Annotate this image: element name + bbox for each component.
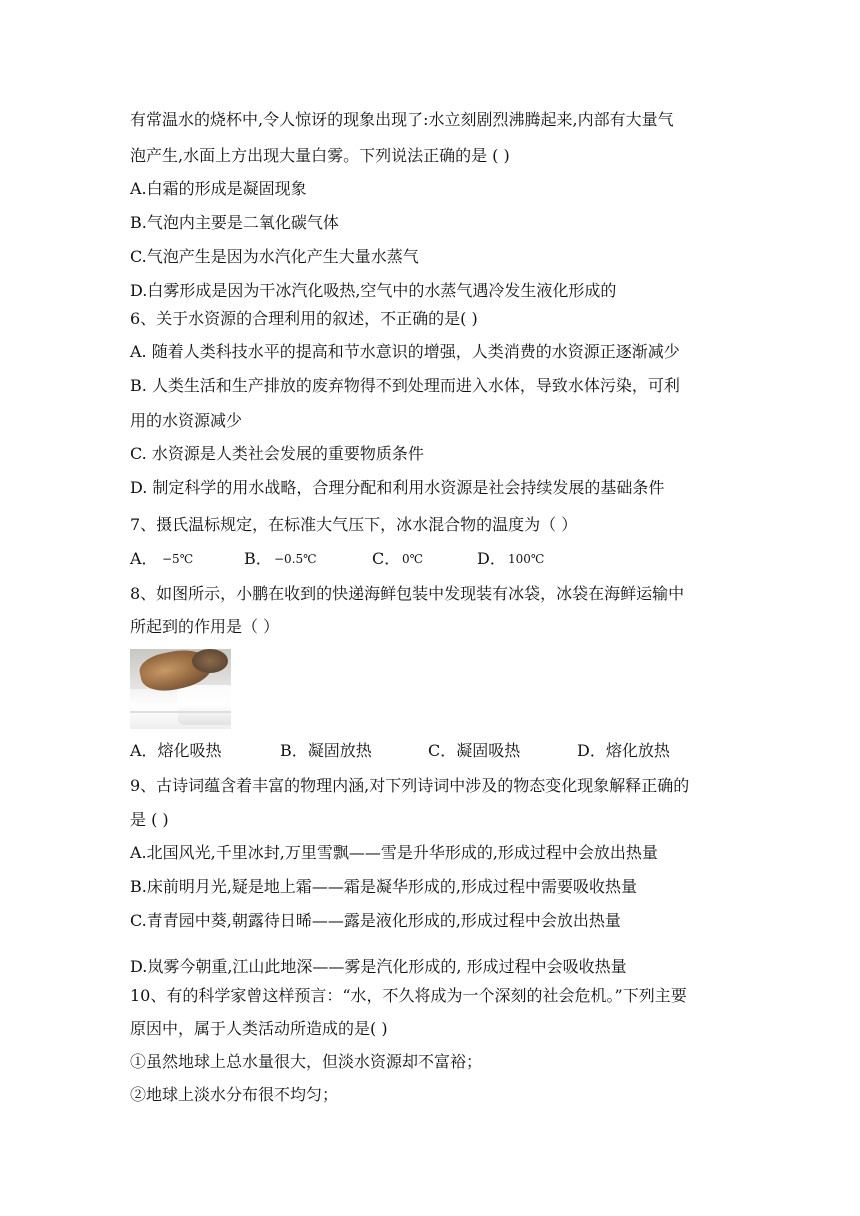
q6-option-d: D. 制定科学的用水战略，合理分配和利用水资源是社会持续发展的基础条件 (130, 478, 665, 497)
q5-stem-line-2: 泡产生,水面上方出现大量白雾。下列说法正确的是 ( ) (130, 146, 510, 165)
q9-option-b: B.床前明月光,疑是地上霜——霜是凝华形成的,形成过程中需要吸收热量 (130, 877, 638, 896)
q9-option-c: C.青青园中葵,朝露待日晞——露是液化形成的,形成过程中会放出热量 (130, 911, 621, 930)
ice-bag-shape-2 (178, 685, 231, 725)
q6-option-b-cont: 用的水资源减少 (130, 411, 243, 430)
q9-stem-line-2: 是 ( ) (130, 810, 169, 829)
q7-options (130, 549, 750, 569)
ice-bag-seam (130, 711, 231, 713)
q5-option-b: B.气泡内主要是二氧化碳气体 (130, 213, 339, 232)
q9-option-d: D.岚雾今朝重,江山此地深——雾是汽化形成的, 形成过程中会吸收热量 (130, 957, 627, 976)
seafood-ice-bag-photo (130, 649, 231, 729)
q6-option-b: B. 人类生活和生产排放的废弃物得不到处理而进入水体，导致水体污染，可利 (130, 376, 680, 395)
q8-option-c: C．凝固吸热 (428, 741, 521, 760)
q7-option-b-value: −0.5℃ (274, 552, 317, 566)
q7-stem: 7、摄氏温标规定，在标准大气压下，冰水混合物的温度为（ ） (130, 515, 578, 534)
q8-option-d: D．熔化放热 (577, 741, 670, 760)
q7-option-b-letter: B． (244, 549, 272, 568)
q10-stem-line-1: 10、有的科学家曾这样预言：“水，不久将成为一个深刻的社会危机。”下列主要 (130, 986, 687, 1005)
q10-stem-line-2: 原因中，属于人类活动所造成的是( ) (130, 1019, 388, 1038)
q8-options (130, 741, 750, 761)
seafood-head-shape (192, 649, 228, 673)
q7-option-c-value: 0℃ (402, 552, 424, 566)
q8-option-b: B．凝固放热 (280, 741, 372, 760)
q8-stem-line-1: 8、如图所示，小鹏在收到的快递海鲜包装中发现装有冰袋，冰袋在海鲜运输中 (130, 584, 685, 603)
q5-option-d: D.白雾形成是因为干冰汽化吸热,空气中的水蒸气遇冷发生液化形成的 (130, 281, 617, 300)
q5-stem-line-1: 有常温水的烧杯中,令人惊讶的现象出现了:水立刻剧烈沸腾起来,内部有大量气 (130, 110, 674, 129)
q7-option-d-value: 100℃ (508, 552, 545, 566)
q9-option-a: A.北国风光,千里冰封,万里雪飘——雪是升华形成的,形成过程中会放出热量 (130, 843, 658, 862)
q6-option-a: A. 随着人类科技水平的提高和节水意识的增强，人类消费的水资源正逐渐减少 (130, 342, 680, 361)
q5-option-a: A.白霜的形成是凝固现象 (130, 179, 307, 198)
q7-option-c-letter: C． (372, 549, 401, 568)
q7-option-a-value: −5℃ (162, 552, 194, 566)
q10-item-1: ①虽然地球上总水量很大，但淡水资源却不富裕； (130, 1052, 483, 1071)
q7-option-a-letter: A． (130, 549, 158, 568)
q5-option-c: C.气泡产生是因为水汽化产生大量水蒸气 (130, 247, 419, 266)
q8-option-a: A．熔化吸热 (130, 741, 222, 760)
q8-stem-line-2: 所起到的作用是（ ） (130, 617, 280, 636)
q7-option-d-letter: D． (477, 549, 506, 568)
q10-item-2: ②地球上淡水分布很不均匀； (130, 1085, 339, 1104)
q6-stem: 6、关于水资源的合理利用的叙述，不正确的是( ) (130, 309, 478, 328)
q6-option-c: C. 水资源是人类社会发展的重要物质条件 (130, 444, 424, 463)
q9-stem-line-1: 9、古诗词蕴含着丰富的物理内涵,对下列诗词中涉及的物态变化现象解释正确的 (130, 776, 690, 795)
